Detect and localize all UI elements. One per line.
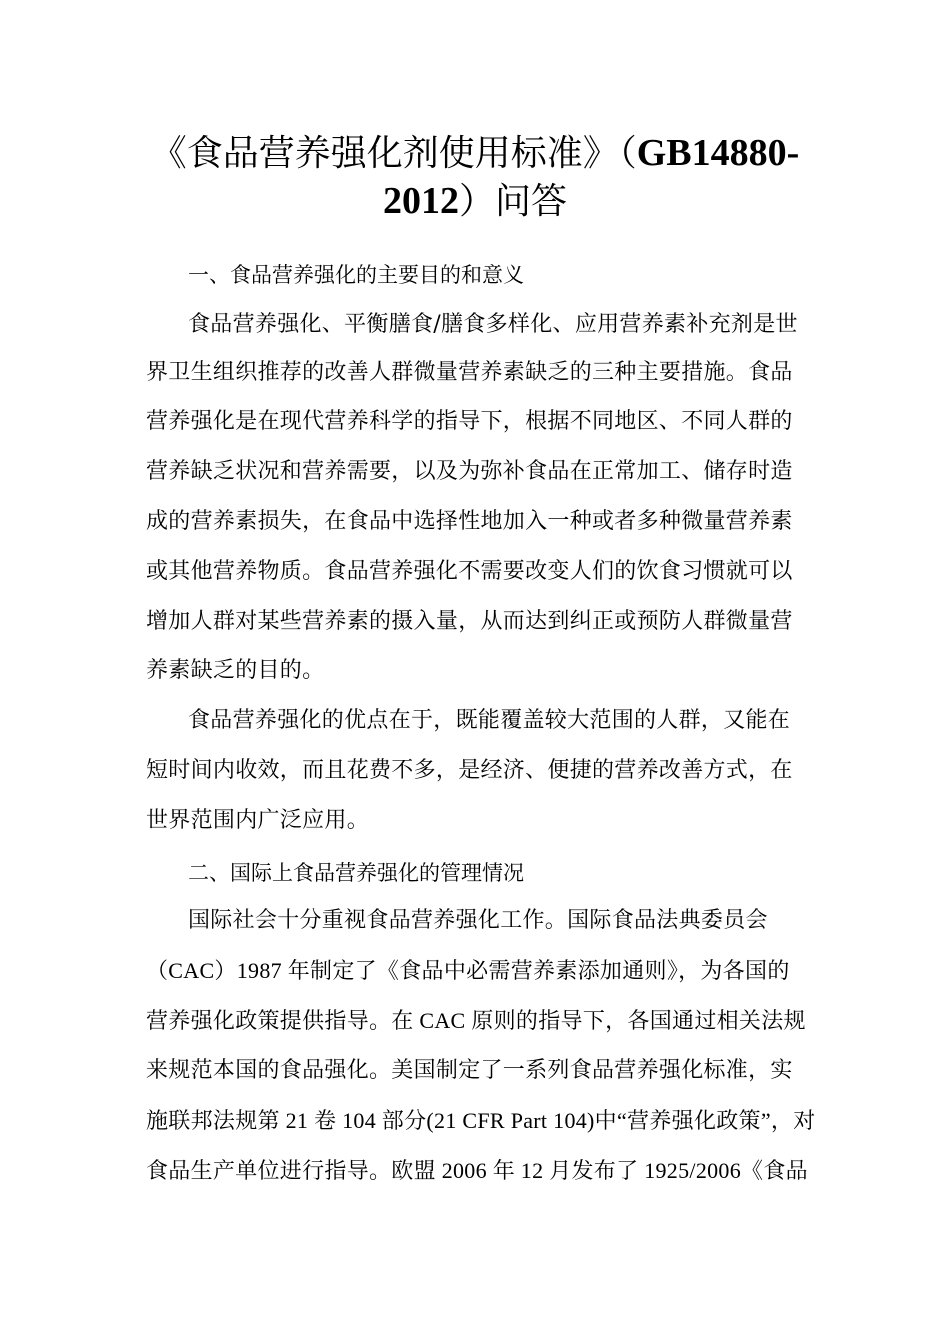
- paragraph-line: 成的营养素损失，在食品中选择性地加入一种或者多种微量营养素: [146, 509, 793, 534]
- paragraph-line: 施联邦法规第 21 卷 104 部分(21 CFR Part 104)中“营养强化政策”，对: [146, 1108, 816, 1133]
- paragraph-line: 短时间内收效，而且花费不多，是经济、便捷的营养改善方式，在: [146, 758, 793, 783]
- paragraph-line: 食品营养强化、平衡膳食/膳食多样化、应用营养素补充剂是世: [188, 312, 798, 337]
- paragraph-line: 养素缺乏的目的。: [146, 658, 325, 683]
- paragraph-line: 食品营养强化的优点在于，既能覆盖较大范围的人群，又能在: [188, 708, 791, 733]
- paragraph-line: 世界范围内广泛应用。: [146, 808, 370, 833]
- document-title-line-1: [120, 126, 830, 181]
- paragraph-line: 营养强化是在现代营养科学的指导下，根据不同地区、不同人群的: [146, 409, 793, 434]
- section-2-heading: 二、国际上食品营养强化的管理情况: [188, 861, 524, 885]
- paragraph-line: 国际社会十分重视食品营养强化工作。国际食品法典委员会: [188, 908, 768, 933]
- title-standard-year: 2012: [382, 180, 459, 222]
- paragraph-line: 营养强化政策提供指导。在 CAC 原则的指导下，各国通过相关法规: [146, 1008, 806, 1033]
- paragraph-line: 增加人群对某些营养素的摄入量，从而达到纠正或预防人群微量营: [146, 609, 793, 634]
- title-text-suffix: ）问答: [458, 181, 567, 222]
- paragraph-line: 来规范本国的食品强化。美国制定了一系列食品营养强化标准，实: [146, 1058, 793, 1083]
- section-1-heading: 一、食品营养强化的主要目的和意义: [188, 263, 524, 287]
- paragraph-line: 食品生产单位进行指导。欧盟 2006 年 12 月发布了 1925/2006《食品: [146, 1158, 808, 1183]
- paragraph-line: 营养缺乏状况和营养需要，以及为弥补食品在正常加工、储存时造: [146, 459, 793, 484]
- paragraph-line: 或其他营养物质。食品营养强化不需要改变人们的饮食习惯就可以: [146, 559, 793, 584]
- title-text-cjk: 《食品营养强化剂使用标准》（: [150, 133, 637, 174]
- document-title-line-2: [120, 174, 830, 229]
- title-standard-code: GB14880-: [636, 132, 800, 174]
- paragraph-line: 界卫生组织推荐的改善人群微量营养素缺乏的三种主要措施。食品: [146, 360, 793, 385]
- paragraph-line: （CAC）1987 年制定了《食品中必需营养素添加通则》，为各国的: [146, 958, 790, 983]
